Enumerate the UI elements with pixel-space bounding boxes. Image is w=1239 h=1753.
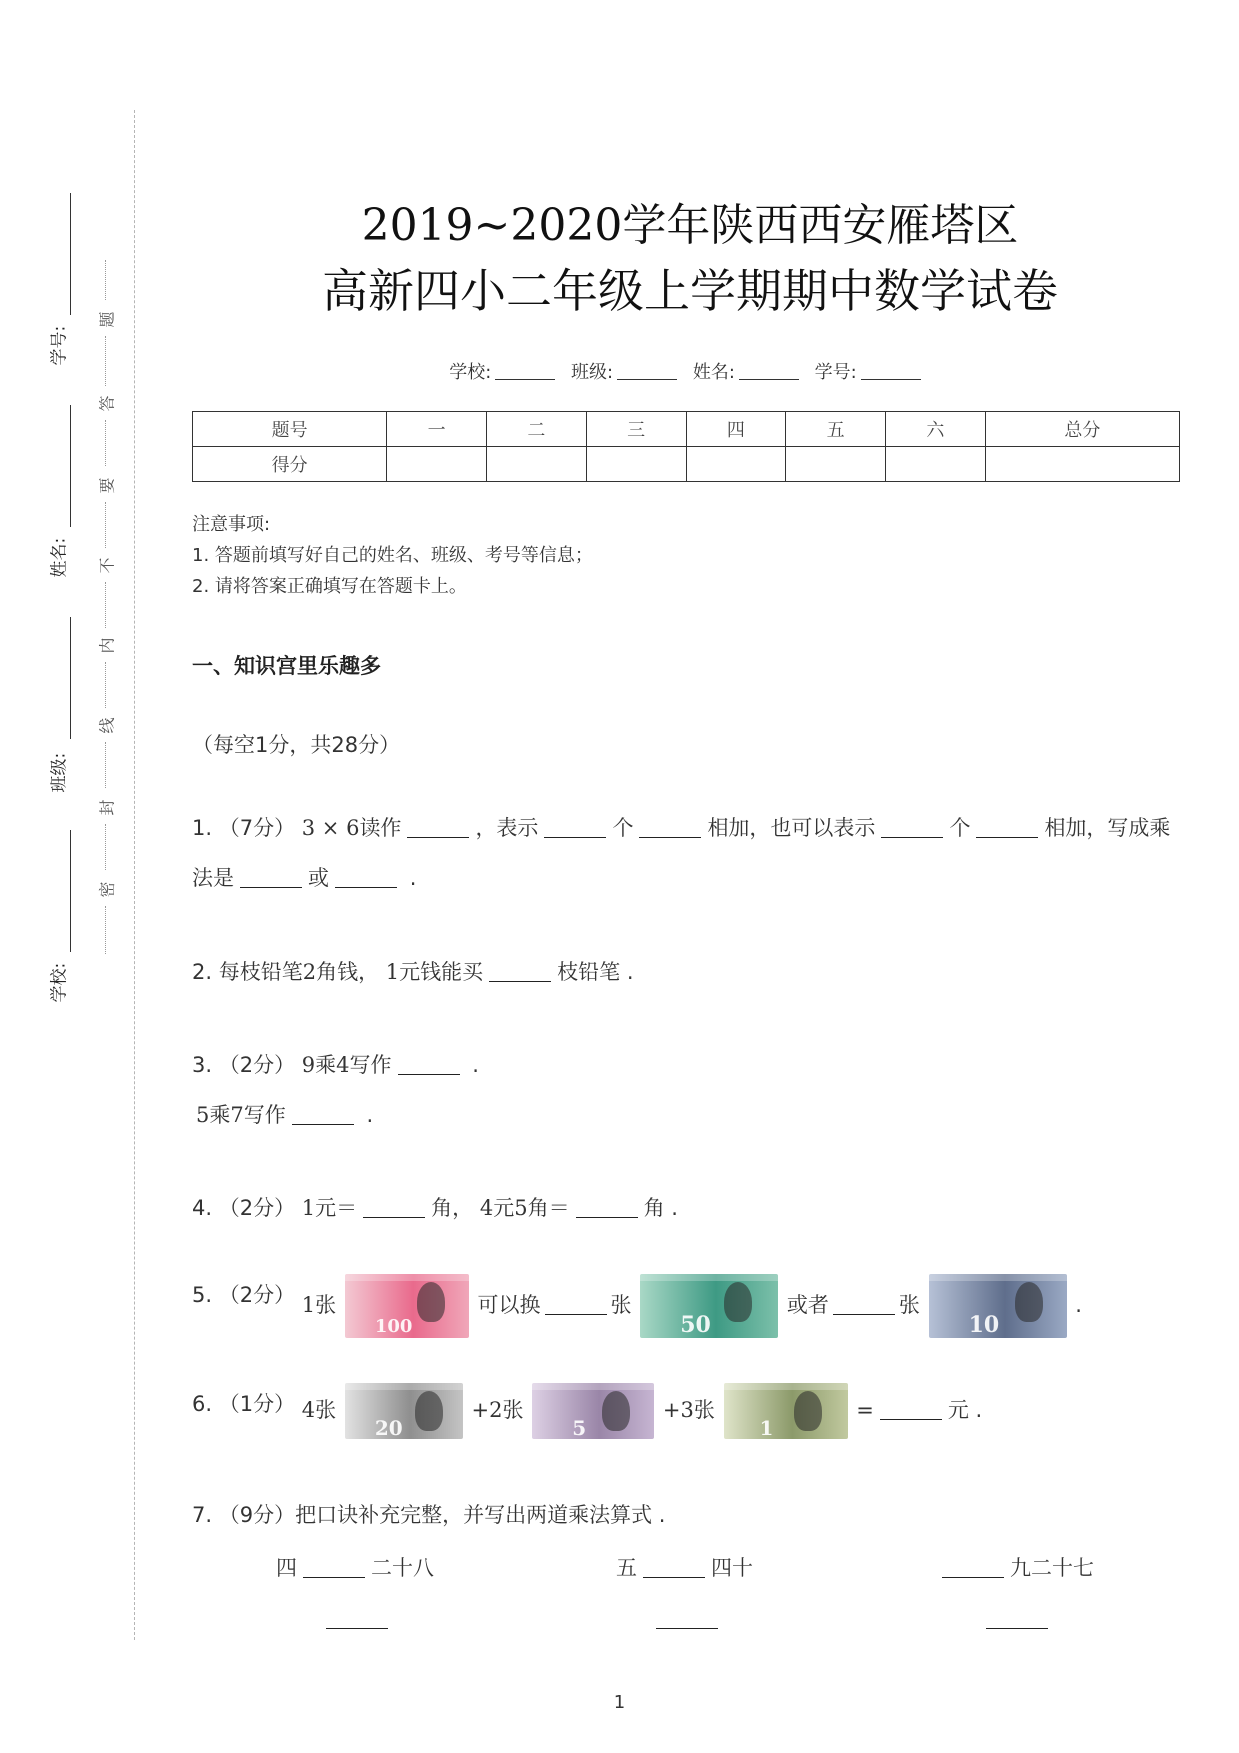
banknote-label: 20	[374, 1416, 403, 1439]
score-cell[interactable]	[686, 447, 786, 482]
table-cell: 得分	[193, 447, 387, 482]
q5-prefix: 5. （2分）	[192, 1283, 296, 1307]
banknote-1-yuan-image	[724, 1383, 848, 1439]
q4-number: 1	[301, 1196, 316, 1220]
q6-text: +	[662, 1398, 681, 1422]
score-cell[interactable]	[886, 447, 986, 482]
answer-blank[interactable]	[363, 1197, 425, 1218]
q6-number: 3	[680, 1398, 694, 1422]
section-score-note: （每空1分，共28分）	[192, 733, 401, 757]
notes-heading: 注意事项:	[192, 514, 271, 535]
question-3-line-2	[196, 1100, 373, 1130]
question-3-line-1	[192, 1050, 479, 1080]
mnemonic-text: 四十	[711, 1556, 753, 1580]
question-2	[192, 957, 634, 987]
q4-number: 4	[479, 1196, 494, 1220]
answer-blank[interactable]	[576, 1197, 638, 1218]
seal-char: 不	[97, 557, 117, 574]
seal-char: 要	[97, 477, 117, 494]
binding-dashed-line	[134, 110, 135, 1640]
table-cell: 总分	[985, 412, 1179, 447]
student-info-row	[180, 358, 1200, 384]
answer-blank[interactable]	[292, 1104, 354, 1125]
q4-prefix: 4. （2分）	[192, 1196, 296, 1220]
q5-text: 或者	[786, 1293, 829, 1317]
school-line	[70, 830, 71, 952]
info-school-blank[interactable]	[495, 363, 555, 380]
q3-number: 4	[336, 1053, 350, 1077]
answer-blank[interactable]	[489, 961, 551, 982]
q3-text: 乘	[209, 1103, 231, 1127]
banknote-50-yuan-image	[640, 1274, 778, 1338]
mnemonic-2	[616, 1552, 753, 1582]
q4-text: 元	[493, 1196, 515, 1220]
q5-text: 张	[610, 1293, 632, 1317]
name-label: 姓名:	[49, 537, 70, 578]
q4-text: 角 .	[643, 1196, 678, 1220]
q6-text: +	[471, 1398, 490, 1422]
q5-text: 可以换	[477, 1293, 541, 1317]
q1-text: 法是	[192, 866, 234, 890]
score-cell[interactable]	[786, 447, 886, 482]
q3-text: .	[366, 1103, 374, 1127]
mnemonic-text: 四	[276, 1556, 297, 1580]
q5-text: 张	[898, 1293, 920, 1317]
info-class-blank[interactable]	[617, 363, 677, 380]
q1-text: ，表示	[475, 816, 539, 840]
answer-blank[interactable]	[545, 1294, 607, 1315]
mnemonic-3	[936, 1552, 1094, 1582]
q6-text: 元 .	[947, 1398, 983, 1422]
q5-text: .	[1075, 1293, 1082, 1317]
table-cell: 六	[886, 412, 986, 447]
answer-blank[interactable]	[240, 867, 302, 888]
info-name-blank[interactable]	[739, 363, 799, 380]
table-cell: 一	[387, 412, 487, 447]
q3-text: 乘	[315, 1053, 337, 1077]
q3-number: 9	[301, 1053, 316, 1077]
q6-text: =	[856, 1398, 874, 1422]
question-1-line-1	[192, 813, 1170, 843]
score-cell[interactable]	[387, 447, 487, 482]
mnemonic-1	[276, 1552, 434, 1582]
mnemonic-text: 五	[616, 1556, 637, 1580]
q6-number: 4	[301, 1398, 316, 1422]
table-cell: 五	[786, 412, 886, 447]
info-id-blank[interactable]	[861, 363, 921, 380]
table-cell: 题号	[193, 412, 387, 447]
q1-expression: 3 × 6	[301, 816, 360, 840]
class-label: 班级:	[49, 752, 70, 793]
answer-blank[interactable]	[335, 867, 397, 888]
banknote-label: 100	[374, 1316, 413, 1337]
q2-number: 2	[302, 960, 317, 984]
q6-number: 2	[489, 1398, 503, 1422]
q1-text: .	[409, 866, 417, 890]
q3-text: 写作	[349, 1053, 392, 1077]
exam-title-line1: 2019~2020学年陕西西安雁塔区	[361, 200, 1019, 251]
school-label: 学校:	[49, 962, 70, 1003]
q3-number: 7	[230, 1103, 244, 1127]
score-table	[192, 411, 1180, 482]
q3-text: .	[472, 1053, 479, 1077]
q3-number: 5	[196, 1103, 210, 1127]
table-cell: 三	[586, 412, 686, 447]
answer-blank[interactable]	[398, 1054, 460, 1075]
equation-blank[interactable]	[326, 1628, 388, 1629]
q3-text: 写作	[243, 1103, 286, 1127]
student-id-line	[70, 193, 71, 315]
notes-item-2: 2. 请将答案正确填写在答题卡上。	[192, 576, 467, 597]
notes-item-1: 1. 答题前填写好自己的姓名、班级、考号等信息；	[192, 545, 593, 566]
banknote-20-yuan-image	[345, 1383, 463, 1439]
q7-prefix: 7. （9分）	[192, 1503, 296, 1527]
answer-blank[interactable]	[942, 1557, 1004, 1578]
q4-text: 元＝	[315, 1196, 358, 1220]
q1-text: 或	[308, 866, 329, 890]
info-school-label: 学校:	[449, 362, 492, 383]
answer-blank[interactable]	[976, 817, 1038, 838]
q5-text: 张	[315, 1293, 337, 1317]
answer-blank[interactable]	[407, 817, 469, 838]
score-table-score-row	[193, 447, 1180, 482]
q4-text: 角，	[431, 1196, 474, 1220]
q6-text: 张	[693, 1398, 715, 1422]
question-7	[192, 1500, 665, 1530]
page-number: 1	[613, 1692, 626, 1713]
score-cell[interactable]	[487, 447, 587, 482]
question-5	[192, 1270, 1082, 1340]
banknote-label: 5	[572, 1416, 587, 1439]
answer-blank[interactable]	[833, 1294, 895, 1315]
exam-title-line2: 高新四小二年级上学期期中数学试卷	[322, 264, 1058, 318]
equation-blank[interactable]	[656, 1628, 718, 1629]
answer-blank[interactable]	[303, 1557, 365, 1578]
seal-char: 线	[97, 717, 117, 734]
q2-text: 枝铅笔 .	[557, 960, 634, 984]
mnemonic-text: 九二十七	[1010, 1556, 1094, 1580]
banknote-10-yuan-image	[929, 1274, 1067, 1338]
q3-prefix: 3. （2分）	[192, 1053, 296, 1077]
banknote-label: 50	[680, 1312, 711, 1338]
q2-number: 1	[385, 960, 400, 984]
answer-blank[interactable]	[643, 1557, 705, 1578]
mnemonic-text: 二十八	[371, 1556, 434, 1580]
table-cell: 二	[487, 412, 587, 447]
q4-number: 5	[514, 1196, 528, 1220]
q4-text: 角＝	[527, 1196, 570, 1220]
table-cell: 四	[686, 412, 786, 447]
answer-blank[interactable]	[639, 817, 701, 838]
q6-prefix: 6. （1分）	[192, 1392, 296, 1416]
seal-char: 密	[97, 881, 117, 898]
q1-prefix: 1. （7分）	[192, 816, 296, 840]
q1-text: 个	[612, 816, 634, 840]
question-6	[192, 1379, 982, 1441]
score-cell[interactable]	[985, 447, 1179, 482]
seal-char: 封	[97, 799, 117, 816]
score-table-header-row	[193, 412, 1180, 447]
q2-prefix: 2.	[192, 960, 213, 984]
info-id-label: 学号:	[814, 362, 857, 383]
seal-char: 答	[97, 395, 117, 412]
banknote-label: 1	[759, 1416, 774, 1439]
info-class-label: 班级:	[571, 362, 614, 383]
q6-text: 张	[315, 1398, 337, 1422]
answer-blank[interactable]	[881, 817, 943, 838]
section-title: 一、知识宫里乐趣多	[192, 654, 381, 678]
question-4	[192, 1193, 678, 1223]
answer-blank[interactable]	[544, 817, 606, 838]
name-line	[70, 405, 71, 527]
q6-text: 张	[502, 1398, 524, 1422]
question-1-line-2	[192, 863, 416, 893]
answer-blank[interactable]	[880, 1399, 942, 1420]
score-cell[interactable]	[586, 447, 686, 482]
equation-blank[interactable]	[986, 1628, 1048, 1629]
q7-text: 把口诀补充完整，并写出两道乘法算式 .	[295, 1503, 666, 1527]
q1-text: 个	[949, 816, 971, 840]
seal-char: 内	[97, 637, 117, 654]
q2-text: 角钱，	[316, 960, 380, 984]
seal-char: 题	[97, 311, 117, 328]
student-id-label: 学号:	[49, 325, 70, 366]
info-name-label: 姓名:	[692, 362, 735, 383]
q1-text: 相加，写成乘	[1044, 816, 1171, 840]
banknote-label: 10	[968, 1312, 1000, 1338]
banknote-100-yuan-image	[345, 1274, 469, 1338]
q2-text: 元钱能买	[399, 960, 484, 984]
q1-text: 相加，也可以表示	[707, 816, 876, 840]
banknote-5-yuan-image	[532, 1383, 654, 1439]
q1-text: 读作	[359, 816, 402, 840]
class-line	[70, 617, 71, 739]
q2-text: 每枝铅笔	[218, 960, 303, 984]
seal-line-text	[96, 260, 116, 960]
q5-number: 1	[301, 1293, 316, 1317]
